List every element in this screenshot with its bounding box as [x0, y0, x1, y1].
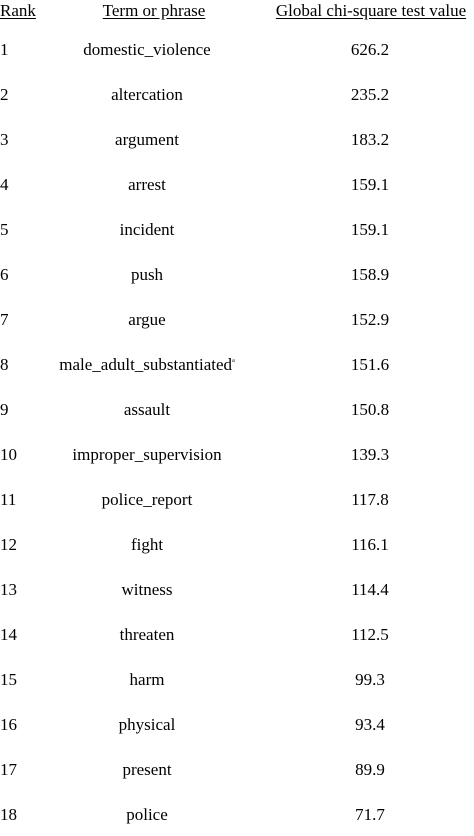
term-text: police: [126, 805, 168, 824]
term-text: improper_supervision: [72, 445, 222, 464]
term-cell: [131, 264, 163, 286]
term-cell: [115, 129, 179, 151]
table-row: [0, 791, 474, 836]
header-term: Term or phrase: [102, 1, 206, 20]
term-text: arrest: [128, 175, 166, 194]
table-row: [0, 656, 474, 701]
rank-cell: 4: [0, 175, 9, 194]
term-cell: [120, 219, 175, 241]
rank-cell: 8: [0, 355, 9, 374]
rank-cell: 14: [0, 625, 17, 644]
rank-cell: 1: [0, 40, 9, 59]
value-cell: 235.2: [350, 85, 390, 104]
rank-cell: 11: [0, 490, 17, 509]
term-text: altercation: [111, 85, 183, 104]
rank-cell: 10: [0, 445, 17, 464]
term-text: push: [130, 265, 164, 284]
value-cell: 159.1: [350, 220, 390, 239]
table-row: [0, 341, 474, 386]
term-text: male_adult_substantiated: [59, 355, 233, 374]
term-cell: [128, 309, 165, 331]
term-text: argue: [128, 310, 166, 329]
term-cell: [122, 759, 171, 781]
term-cell: [131, 534, 163, 556]
table-row: [0, 161, 474, 206]
term-cell: [130, 669, 165, 691]
value-cell: 117.8: [351, 490, 389, 509]
term-text: assault: [123, 400, 171, 419]
term-text: threaten: [119, 625, 175, 644]
value-cell: 626.2: [350, 40, 390, 59]
rank-cell: 17: [0, 760, 17, 779]
term-cell: [122, 579, 173, 601]
table-row: [0, 71, 474, 116]
table-row: [0, 431, 474, 476]
value-cell: 116.1: [351, 535, 389, 554]
rank-cell: 9: [0, 400, 9, 419]
term-text: harm: [129, 670, 165, 689]
term-text: domestic_violence: [83, 40, 211, 59]
term-cell: [119, 714, 176, 736]
value-cell: 89.9: [355, 760, 385, 779]
rank-cell: 15: [0, 670, 17, 689]
value-cell: 99.3: [355, 670, 385, 689]
term-cell: [72, 444, 221, 466]
table-row: [0, 701, 474, 746]
term-text: police_report: [101, 490, 193, 509]
header-rank: Rank: [0, 1, 36, 20]
value-cell: 152.9: [350, 310, 390, 329]
table-row: [0, 206, 474, 251]
table-row: [0, 116, 474, 161]
term-cell: [126, 804, 168, 826]
value-cell: 139.3: [350, 445, 390, 464]
rank-cell: 13: [0, 580, 17, 599]
term-text: present: [122, 760, 172, 779]
table-header: [0, 0, 474, 26]
table-row: [0, 611, 474, 656]
term-cell: [59, 354, 234, 376]
table-row: [0, 296, 474, 341]
value-cell: 159.1: [350, 175, 390, 194]
table-row: [0, 386, 474, 431]
value-cell: 93.4: [355, 715, 385, 734]
table-row: [0, 746, 474, 791]
table-body: [0, 26, 474, 836]
value-cell: 151.6: [350, 355, 390, 374]
value-cell: 71.7: [355, 805, 385, 824]
rank-cell: 7: [0, 310, 9, 329]
table-row: [0, 521, 474, 566]
term-cell: [102, 489, 193, 511]
rank-cell: 18: [0, 805, 17, 824]
table-row: [0, 26, 474, 71]
table-row: [0, 566, 474, 611]
footnote-marker: a: [232, 358, 235, 364]
value-cell: 158.9: [350, 265, 390, 284]
table-row: [0, 251, 474, 296]
value-cell: 114.4: [351, 580, 389, 599]
rank-cell: 6: [0, 265, 9, 284]
rank-cell: 16: [0, 715, 17, 734]
value-cell: 112.5: [351, 625, 389, 644]
term-cell: [111, 84, 183, 106]
table-row: [0, 476, 474, 521]
term-text: argument: [115, 130, 179, 149]
term-cell: [120, 624, 175, 646]
header-value: Global chi-square test value: [275, 1, 467, 20]
term-text: incident: [119, 220, 175, 239]
rank-cell: 5: [0, 220, 9, 239]
rank-cell: 12: [0, 535, 17, 554]
term-text: physical: [118, 715, 176, 734]
value-cell: 183.2: [350, 130, 390, 149]
term-cell: [124, 399, 170, 421]
value-cell: 150.8: [350, 400, 390, 419]
term-cell: [83, 39, 210, 61]
term-cell: [128, 174, 166, 196]
term-text: fight: [130, 535, 164, 554]
rank-cell: 2: [0, 85, 9, 104]
rank-cell: 3: [0, 130, 9, 149]
term-text: witness: [121, 580, 173, 599]
